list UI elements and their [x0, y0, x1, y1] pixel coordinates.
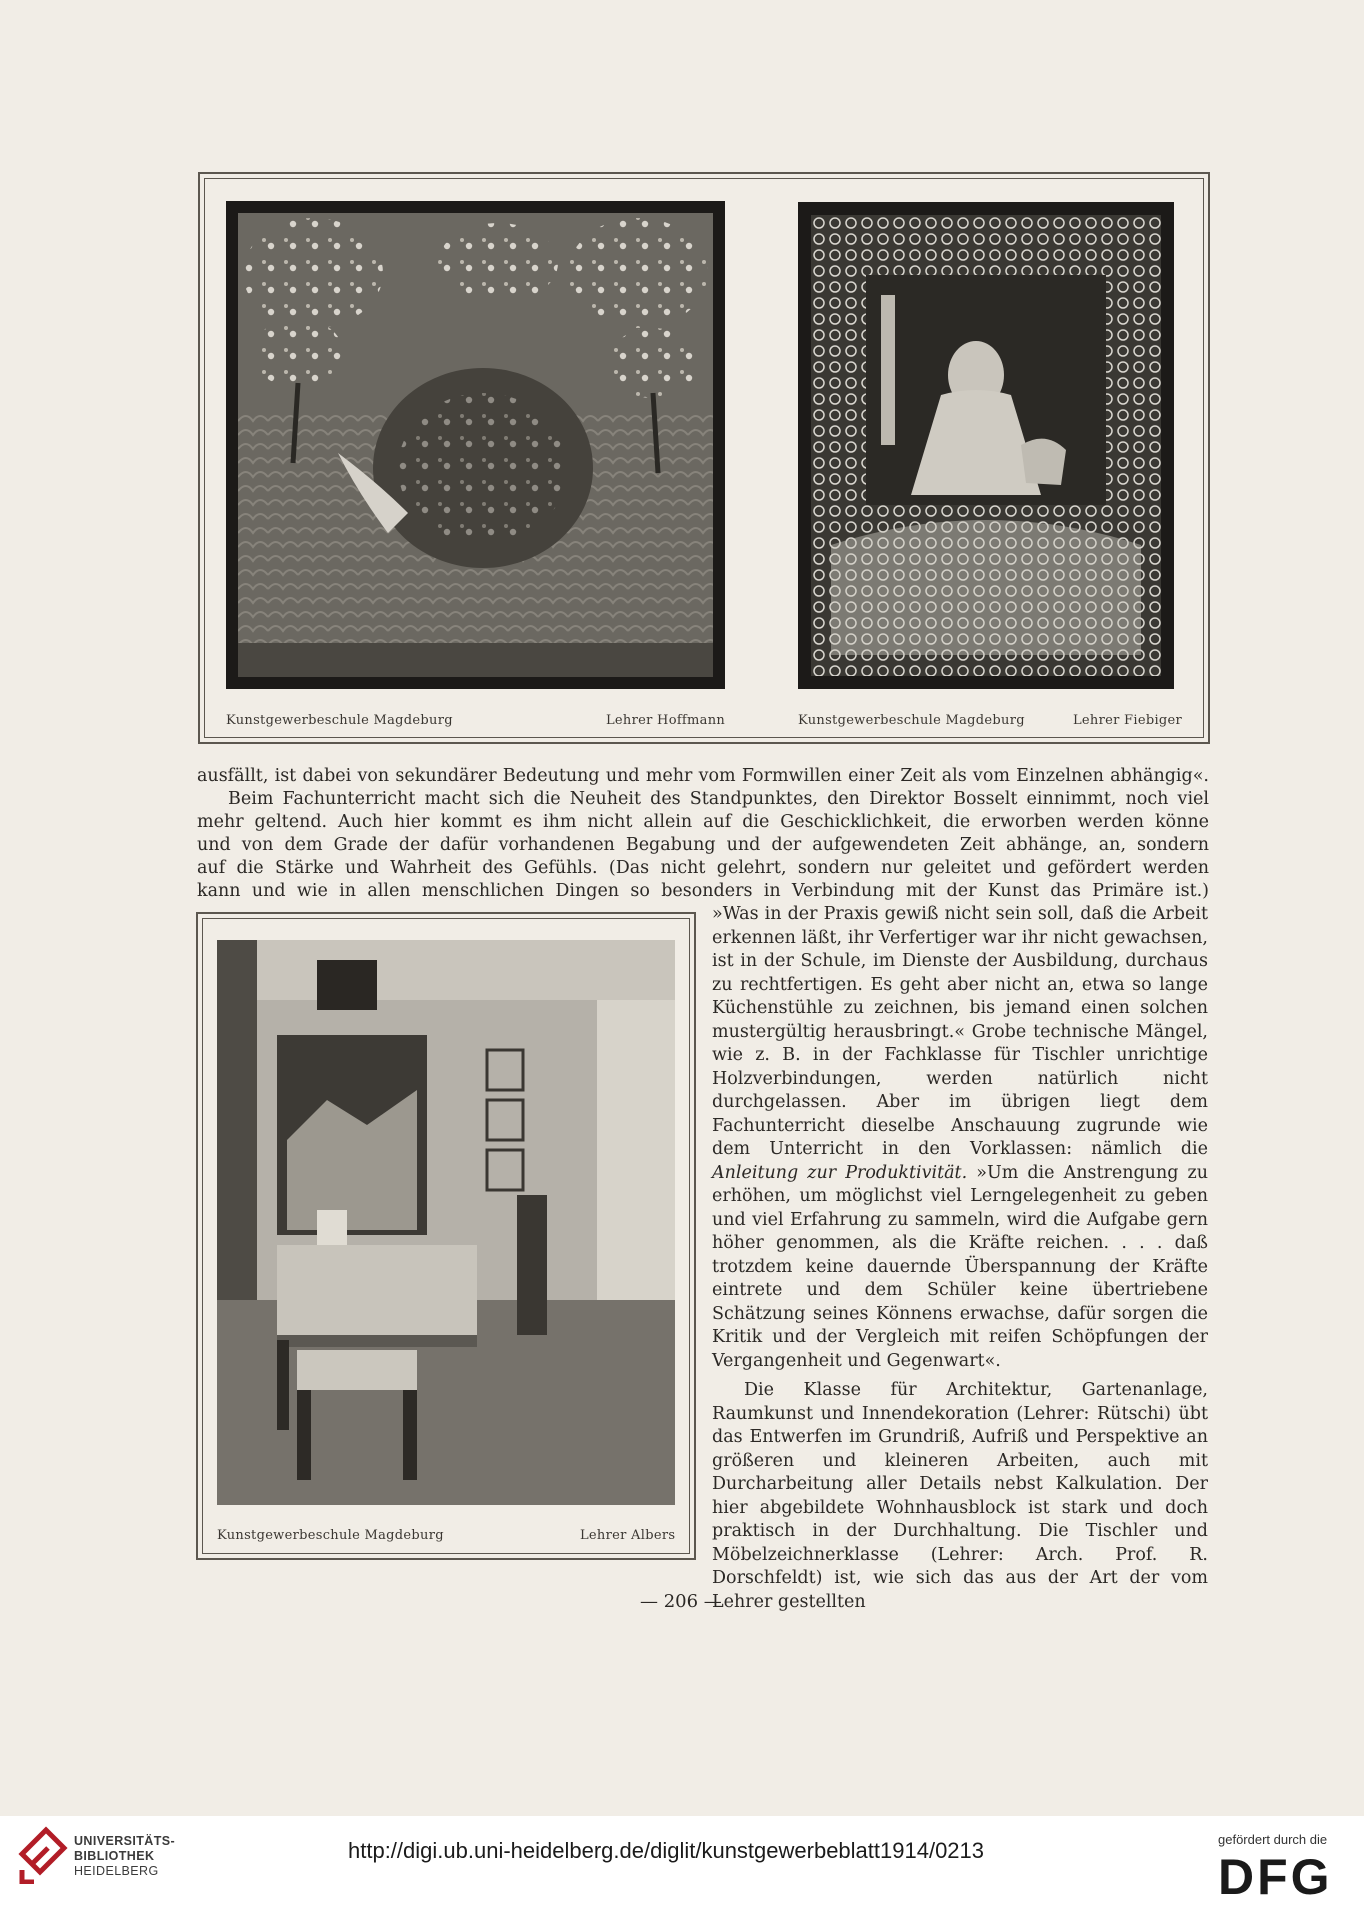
caption-top-left-teacher: Lehrer Hoffmann: [606, 713, 726, 728]
room-interior-photo: [217, 940, 675, 1505]
library-logo-icon: [18, 1826, 68, 1884]
library-name-line-2: BIBLIOTHEK: [74, 1849, 155, 1863]
tapestry-photo: [226, 201, 725, 689]
caption-top-right-school: Kunstgewerbeschule Magdeburg: [798, 713, 1025, 728]
caption-top-left-school: Kunstgewerbeschule Magdeburg: [226, 713, 453, 728]
funded-by-label: gefördert durch die: [1218, 1832, 1328, 1847]
dfg-logo: DFG: [1218, 1849, 1333, 1905]
right-column: [712, 903, 1208, 1614]
body-line-3: mehr geltend. Auch hier kommt es ihm nicht allein auf die Geschicklichkeit, die erworben werden könne: [197, 812, 1209, 832]
digital-library-url[interactable]: http://digi.ub.uni-heidelberg.de/diglit/kunstgewerbeblatt1914/0213: [348, 1838, 985, 1863]
footer-band: [0, 1816, 1364, 1912]
body-line-4: und von dem Grade der dafür vorhandenen Begabung und der aufgewendeten Zeit abhänge, an, sondern: [197, 835, 1209, 855]
tapestry-image: [238, 213, 713, 677]
column-paragraph-1: [712, 903, 1208, 1373]
column-paragraph-2: Die Klasse für Architektur, Gartenanlage, Raumkunst und Innendekoration (Lehrer: Rütschi) übt das Entwerfen im Grundriß, Aufriß und Perspektive an größeren und kleineren Arbeiten, auch mit Durcharbeitung aller Details nebst Kalkulation. Der hier abgebildete Wohnhausblock ist stark und doch praktisch in der Durchhaltung. Die Tischler und Möbelzeichnerklasse (Lehrer: Arch. Prof. R. Dorschfeldt) ist, wie sich das aus der Art der vom Lehrer gestellten: [712, 1380, 1208, 1612]
lace-image: [811, 215, 1161, 676]
body-line-5: auf die Stärke und Wahrheit des Gefühls. (Das nicht gelehrt, sondern nur geleitet und gefördert werden: [197, 858, 1209, 878]
room-interior-image: [217, 940, 675, 1505]
caption-top-right-teacher: Lehrer Fiebiger: [1073, 713, 1183, 728]
library-name-line-3: HEIDELBERG: [74, 1864, 159, 1878]
body-line-1: ausfällt, ist dabei von sekundärer Bedeutung und mehr vom Formwillen einer Zeit als vom Einzelnen abhängig«.: [197, 766, 1209, 786]
body-line-2: Beim Fachunterricht macht sich die Neuheit des Standpunktes, den Direktor Bosselt einnimmt, noch viel: [228, 789, 1209, 809]
body-line-6: kann und wie in allen menschlichen Dingen so besonders in Verbindung mit der Kunst das Primäre ist.): [197, 881, 1209, 901]
column-paragraph-1-italic: Anleitung zur Produktivität.: [712, 1162, 968, 1183]
lace-photo: [798, 202, 1174, 689]
library-name-line-1: UNIVERSITÄTS-: [74, 1834, 176, 1848]
caption-interior-teacher: Lehrer Albers: [580, 1528, 676, 1543]
column-paragraph-1-a: »Was in der Praxis gewiß nicht sein soll, daß die Arbeit erkennen läßt, ihr Verfertiger war ihr nicht gewachsen, ist in der Schule, im Dienste der Ausbildung, durchaus zu rechtfertigen. Es geht aber nicht an, etwa so lange Küchenstühle zu zeichnen, bis jemand einen solchen mustergültig herausbringt.« Grobe technische Mängel, wie z. B. in der Fachklasse für Tischler unrichtige Holzverbindungen, werden natürlich nicht durchgelassen. Aber im übrigen liegt dem Fachunterricht dieselbe Anschauung zugrunde wie dem Unterricht in den Vorklassen: nämlich die: [712, 904, 1208, 1159]
library-name: [74, 1834, 175, 1879]
column-paragraph-1-b: »Um die Anstrengung zu erhöhen, um möglichst viel Lerngelegenheit zu geben und viel Erfahrung zu sammeln, wird die Aufgabe gern höher genommen, als die Kräfte reichen. . . . daß trotzdem keine dauernde Überspannung der Kräfte eintrete und dem Schüler keine übertriebene Schätzung seines Könnens erwachse, dafür sorgen die Kritik und der Vergleich mit reifen Schöpfungen der Vergangenheit und Gegenwart«.: [712, 1162, 1208, 1371]
caption-interior-school: Kunstgewerbeschule Magdeburg: [217, 1528, 444, 1543]
page-number: — 206 —: [640, 1591, 722, 1612]
